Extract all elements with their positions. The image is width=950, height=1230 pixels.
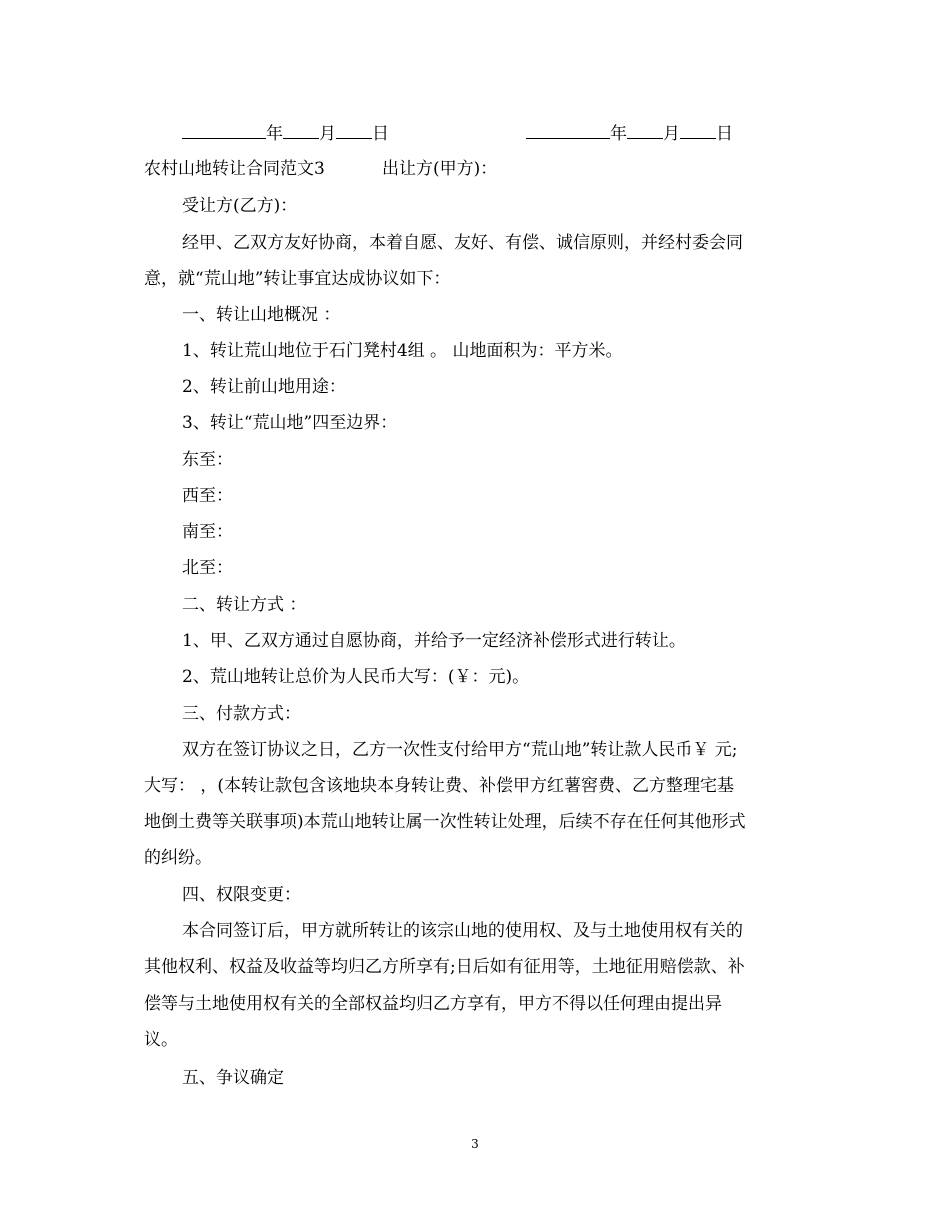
page-number: 3 [471,1137,479,1151]
signature-date-right [526,120,733,145]
day-blank [680,120,716,139]
boundary-north: 北至： [182,558,233,578]
intro-line: 经甲、乙双方友好协商，本着自愿、友好、有偿、诚信原则，并经村委会同 [182,233,743,253]
intro-line: 意，就“荒山地”转让事宜达成协议如下： [144,269,451,289]
section-3-title: 三、付款方式： [182,704,301,724]
section-2-title: 二、转让方式 ： [182,595,307,615]
year-blank [182,120,266,139]
boundary-south: 南至： [182,522,233,542]
section-4-line: 议。 [144,1030,178,1050]
day-label: 日 [716,124,733,144]
section-4-line: 其他权利、权益及收益等均归乙方所享有;日后如有征用等，土地征用赔偿款、补 [144,957,745,977]
section-4-line: 本合同签订后，甲方就所转让的该宗山地的使用权、及与土地使用权有关的 [182,921,743,941]
section-2-item: 1、甲、乙双方通过自愿协商，并给予一定经济补偿形式进行转让。 [182,631,686,651]
section-4-line: 偿等与土地使用权有关的全部权益均归乙方享有，甲方不得以任何理由提出异 [144,994,722,1014]
section-3-line: 的纠纷。 [144,848,212,868]
year-blank [526,120,610,139]
transferor-label: 出让方(甲方)： [382,159,498,179]
month-blank [627,120,663,139]
section-1-item: 2、转让前山地用途： [182,377,346,397]
day-label: 日 [372,124,389,144]
month-label: 月 [319,124,336,144]
section-4-title: 四、权限变更： [182,885,301,905]
transferee-label: 受让方(乙方)： [182,196,298,216]
year-label: 年 [610,124,627,144]
section-3-line: 地倒土费等关联事项)本荒山地转让属一次性转让处理，后续不存在任何其他形式 [144,812,746,832]
section-2-item: 2、荒山地转让总价为人民币大写：(￥：元)。 [182,667,530,687]
signature-date-left [182,120,389,145]
section-1-title: 一、转让山地概况 ： [182,305,341,325]
section-1-item: 1、转让荒山地位于石门凳村4组 。 山地面积为：平方米。 [182,341,623,361]
boundary-west: 西至： [182,486,233,506]
month-label: 月 [663,124,680,144]
section-1-item: 3、转让“荒山地”四至边界： [182,413,398,433]
section-5-title: 五、争议确定 [182,1068,284,1088]
section-3-line: 大写： ，(本转让款包含该地块本身转让费、补偿甲方红薯窖费、乙方整理宅基 [144,776,735,796]
month-blank [283,120,319,139]
day-blank [336,120,372,139]
boundary-east: 东至： [182,450,233,470]
section-3-line: 双方在签订协议之日，乙方一次性支付给甲方“荒山地”转让款人民币￥ 元; [182,740,738,760]
year-label: 年 [266,124,283,144]
document-title: 农村山地转让合同范文3 [144,159,325,179]
